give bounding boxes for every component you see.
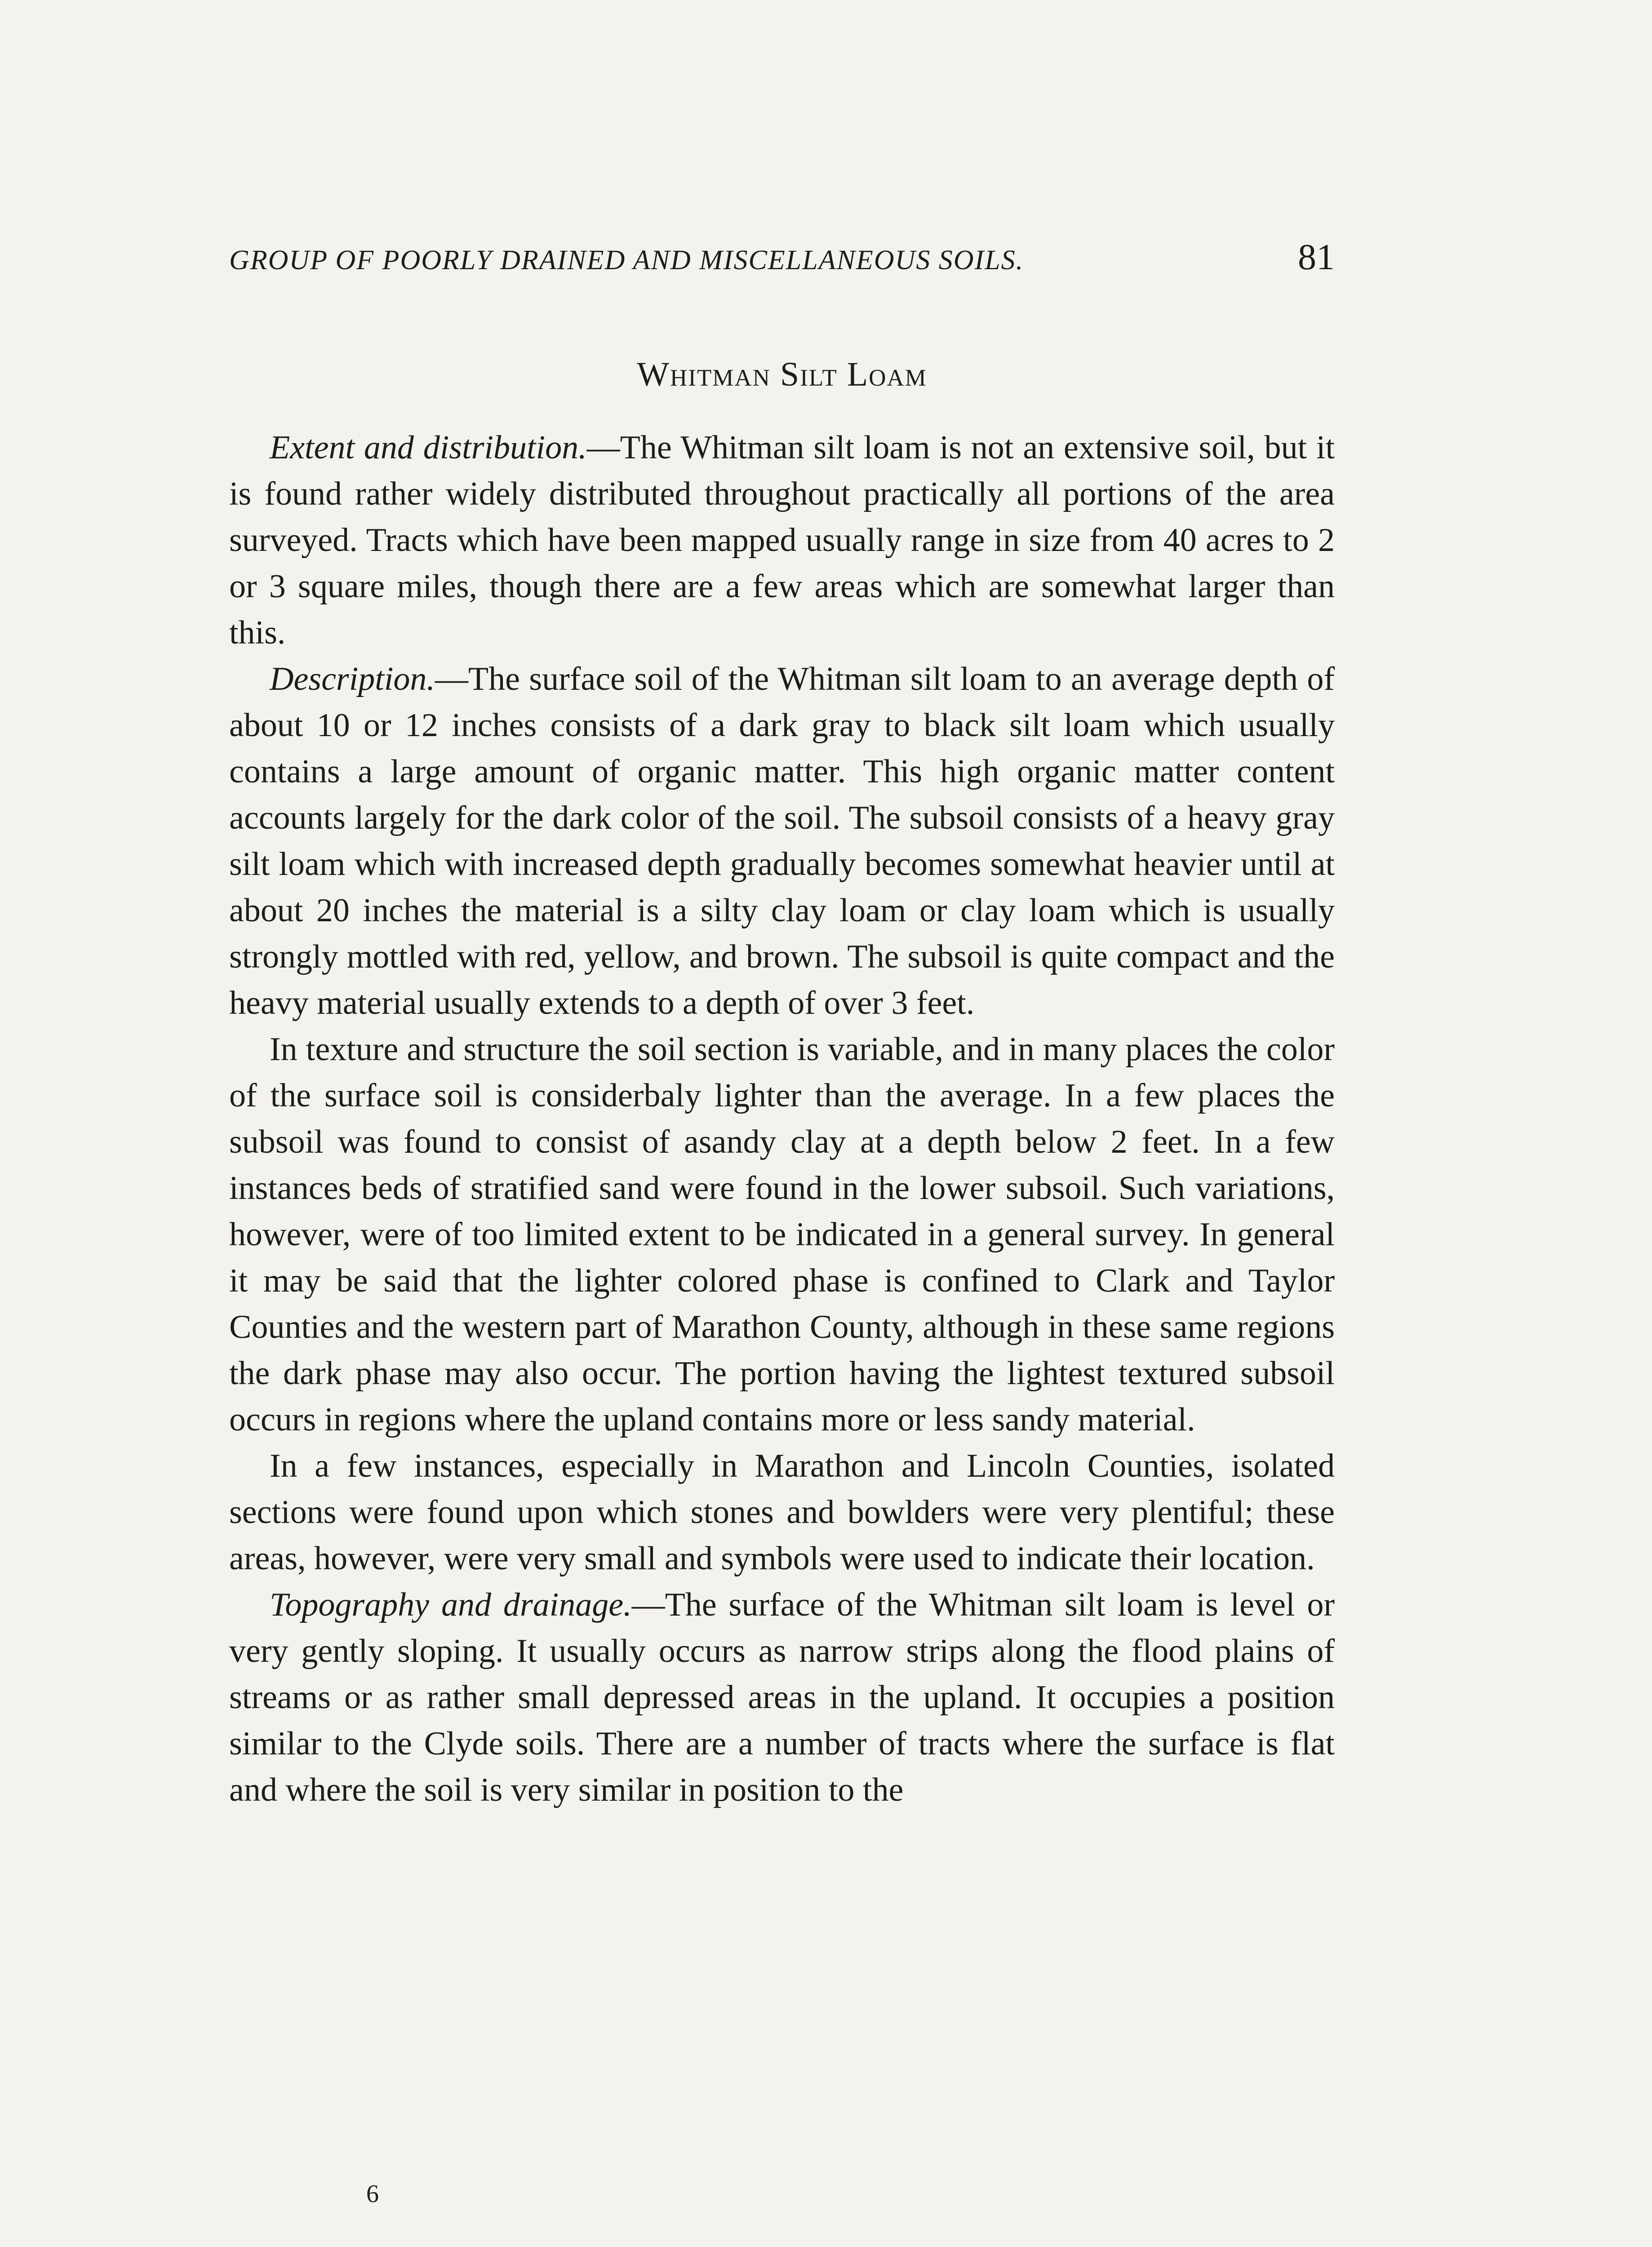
signature-mark: 6 xyxy=(366,2180,379,2208)
body-text xyxy=(229,425,1335,1813)
paragraph-stones xyxy=(229,1443,1335,1582)
paragraph-topography xyxy=(229,1582,1335,1813)
paragraph-lead: Extent and distribution. xyxy=(270,429,587,466)
paragraph-extent xyxy=(229,425,1335,656)
running-head xyxy=(229,236,1335,278)
running-title: GROUP OF POORLY DRAINED AND MISCELLANEOUS SOILS. xyxy=(229,245,1024,275)
paragraph-text: —The Whitman silt loam is not an extensive soil, but it is found rather widely distributed throughout practically all portions of the area surveyed. Tracts which have been mapped usually range in size from 40 acres to 2 or 3 square miles, though there are a few areas which are somewhat larger than this. xyxy=(229,429,1335,651)
paragraph-texture xyxy=(229,1026,1335,1443)
section-title: Whitman Silt Loam xyxy=(637,355,927,393)
paragraph-description xyxy=(229,656,1335,1026)
paragraph-text: —The surface of the Whitman silt loam is level or very gently sloping. It usually occurs as narrow strips along the flood plains of streams or as rather small depressed areas in the upland. It occupies a position similar to the Clyde soils. There are a number of tracts where the surface is flat and where the soil is very similar in position to the xyxy=(229,1586,1335,1808)
paragraph-lead: Topography and drainage. xyxy=(270,1586,632,1623)
paragraph-text: In texture and structure the soil section is variable, and in many places the color of the surface soil is considerbaly lighter than the average. In a few places the subsoil was found to consist of asandy clay at a depth below 2 feet. In a few instances beds of stratified sand were found in the lower subsoil. Such variations, however, were of too limited extent to be indicated in a general survey. In general it may be said that the lighter colored phase is confined to Clark and Taylor Counties and the western part of Marathon County, although in these same regions the dark phase may also occur. The portion having the lightest textured subsoil occurs in regions where the upland contains more or less sandy material. xyxy=(229,1031,1335,1438)
paragraph-text: In a few instances, especially in Marathon and Lincoln Counties, isolated sections were found upon which stones and bowlders were very plentiful; these areas, however, were very small and symbols were used to indicate their location. xyxy=(229,1448,1335,1577)
paragraph-text: —The surface soil of the Whitman silt loam to an average depth of about 10 or 12 inches consists of a dark gray to black silt loam which usually contains a large amount of organic matter. This high organic matter content accounts largely for the dark color of the soil. The subsoil consists of a heavy gray silt loam which with increased depth gradually becomes somewhat heavier until at about 20 inches the material is a silty clay loam or clay loam which is usually strongly mottled with red, yellow, and brown. The subsoil is quite compact and the heavy material usually extends to a depth of over 3 feet. xyxy=(229,661,1335,1021)
paragraph-lead: Description. xyxy=(270,661,435,697)
page-number: 81 xyxy=(1298,236,1335,277)
